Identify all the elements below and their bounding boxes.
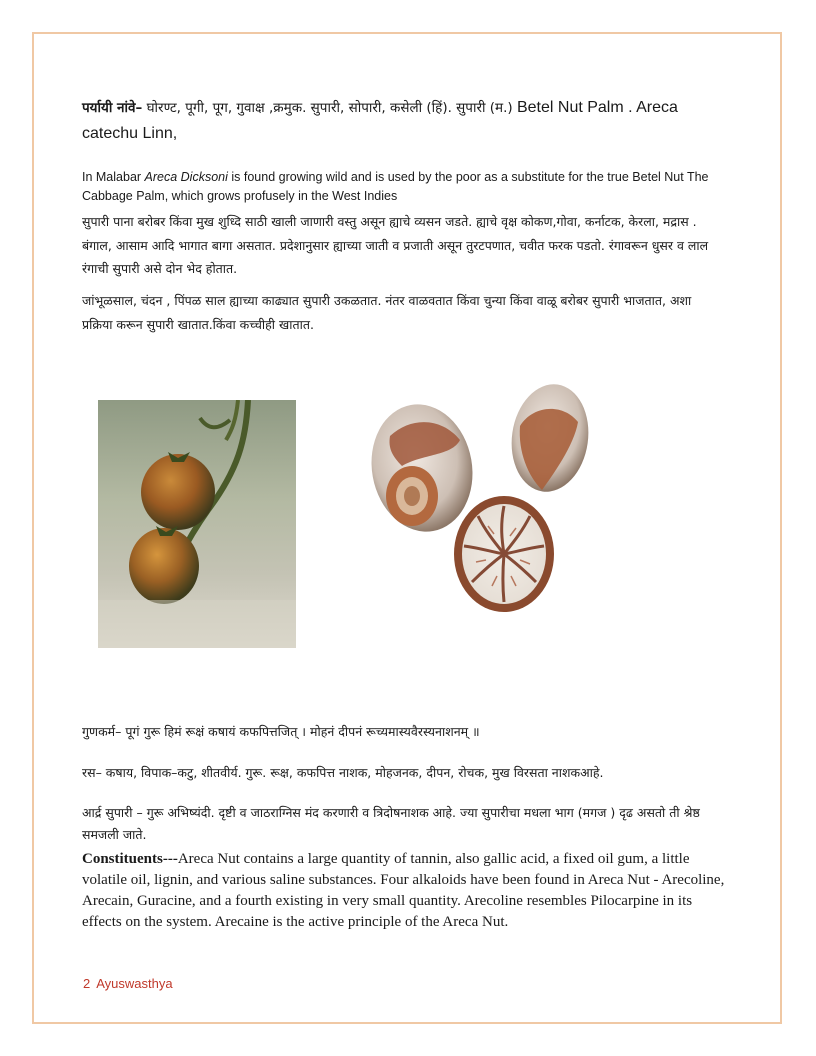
malabar-note (82, 168, 722, 206)
constituents-text: Areca Nut contains a large quantity of tannin, also gallic acid, a fixed oil gum, a little volatile oil, lignin, and various saline substances. Four alkaloids have been found in Areca Nut - Arecoline, Arecain, Guracine, and a fourth existing in very small quantity. Arecoline resembles Pilocarpine in its effects on the system. Arecaine is the active principle of the Areca Nut. (82, 851, 725, 930)
aardra-supari-paragraph: आर्द्र सुपारी – गुरू अभिष्यंदी. दृष्टी व जाठराग्निस मंद करणारी व त्रिदोषनाशक आहे. ज्या सुपारीचा मधला भाग (मगज ) दृढ असतो ती श्रेष्ठ समजली जाते. (82, 805, 700, 842)
malabar-species: Areca Dicksoni (144, 170, 228, 184)
areca-fruit-photo (98, 400, 296, 648)
malabar-before: In Malabar (82, 170, 145, 184)
botanical-name: Betel Nut Palm . Areca catechu Linn, (82, 99, 678, 142)
processing-paragraph: जांभूळसाल, चंदन , पिंपळ साल ह्याच्या काढ्यात सुपारी उकळतात. नंतर वाळवतात किंवा चुन्या किंवा वाळू बरोबर सुपारी भाजतात, अशा प्रक्रिया करून सुपारी खातात.किंवा कच्चीही खातात. (82, 293, 692, 332)
malabar-after: is found growing wild and is used by the poor as a substitute for the true Betel Nut The Cabbage Palm, which grows profusely in the West Indies (82, 170, 709, 203)
rasa-properties: रस– कषाय, विपाक–कटु, शीतवीर्य. गुरू. रूक्ष, कफपित्त नाशक, मोहजनक, दीपन, रोचक, मुख विरसता नाशकआहे. (82, 765, 604, 780)
page-number: 2 (83, 976, 91, 991)
page-footer (83, 976, 179, 991)
constituents-label: Constituents--- (82, 851, 178, 867)
intro-paragraph: सुपारी पाना बरोबर किंवा मुख शुध्दि साठी खाली जाणारी वस्तु असून ह्याचे व्यसन जडते. ह्याचे वृक्ष कोकण,गोवा, कर्नाटक, केरला, मद्रास . बंगाल, आसाम आदि भागात बागा असतात. प्रदेशानुसार ह्याच्या जाती व प्रजाती असून तुरटपणात, चवीत फरक पडतो. रंगावरून धुसर व लाल रंगाची सुपारी असे दोन भेद होतात. (82, 214, 709, 276)
synonyms-text: घोरण्ट, पूगी, पूग, गुवाक्ष ,क्रमुक. सुपारी, सोपारी, कसेली (हिं). सुपारी (म.) (142, 100, 517, 116)
gunakarma-verse: गुणकर्म– पूगं गुरू हिमं रूक्षं कषायं कफपित्तजित् । मोहनं दीपनं रूच्यमास्यवैरस्यनाशनम् ॥ (82, 724, 480, 739)
constituents-paragraph (82, 849, 728, 933)
footer-title: Ayuswasthya (96, 976, 173, 991)
synonyms-heading: पर्यायी नांवे– (82, 100, 143, 116)
areca-nuts-photo (352, 356, 614, 614)
synonyms-line (82, 95, 722, 147)
